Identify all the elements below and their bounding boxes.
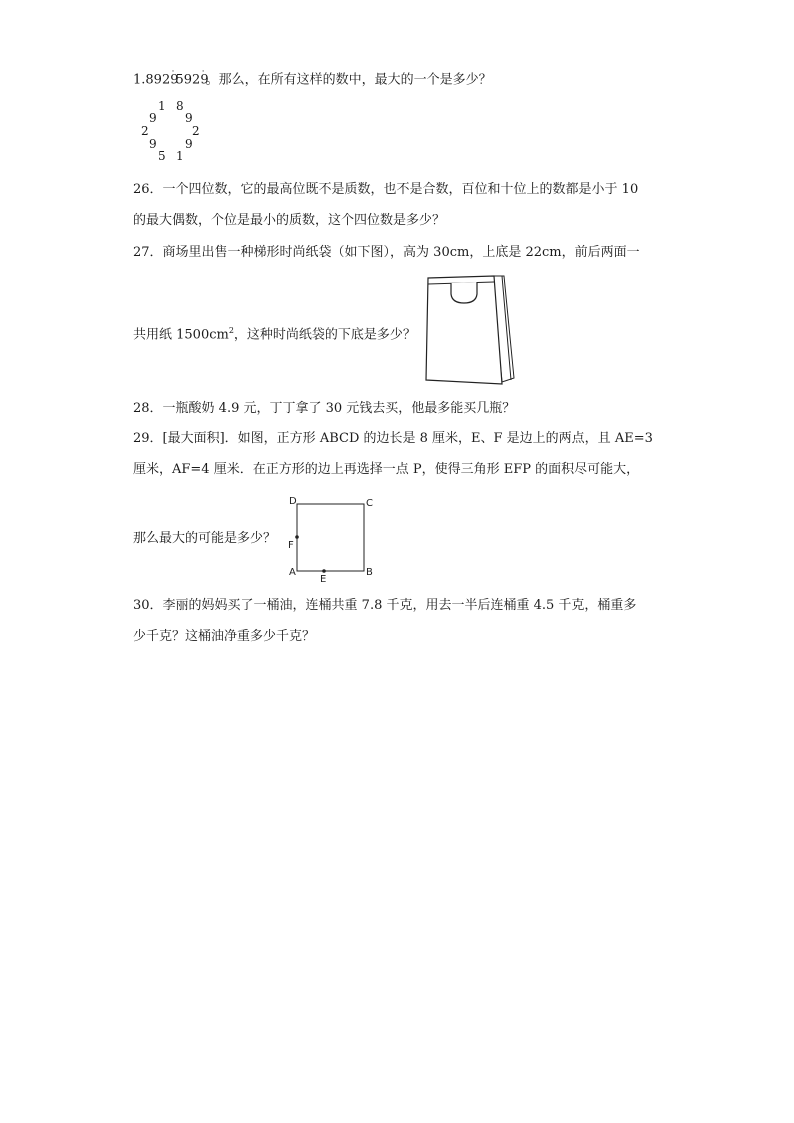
label-d: D — [289, 496, 297, 507]
bag-handle-cutout — [451, 282, 477, 303]
digit-bottom-right: 1 — [176, 149, 184, 163]
digit-bottom-left: 5 — [158, 149, 166, 163]
q29-line1: 29．[最大面积]．如图，正方形 ABCD 的边长是 8 厘米，E、F 是边上的两点，且 AE=3 — [133, 431, 653, 446]
q27-line2-a: 共用纸 1500cm — [133, 327, 229, 343]
label-b: B — [366, 567, 373, 578]
q25-text: 。那么，在所有这样的数中，最大的一个是多少？ — [205, 72, 492, 88]
q25-middle: 5929 — [175, 72, 209, 88]
point-f-dot — [295, 535, 299, 539]
label-f: F — [288, 540, 294, 551]
square-abcd-figure — [285, 494, 380, 584]
q25-prefix: 1.8929 — [133, 72, 179, 88]
square-abcd — [297, 504, 364, 571]
digit-top-left: 1 — [158, 99, 166, 113]
q26-line1: 26．一个四位数，它的最高位既不是质数，也不是合数，百位和十位上的数都是小于 10 — [133, 182, 639, 197]
q26-line2: 的最大偶数，个位是最小的质数，这个四位数是多少？ — [133, 213, 446, 228]
q28-line1: 28．一瓶酸奶 4.9 元，丁丁拿了 30 元钱去买，他最多能买几瓶？ — [133, 401, 516, 416]
digit-lower-left: 9 — [149, 137, 157, 151]
q27-line2 — [133, 322, 416, 344]
digit-lower-right: 9 — [185, 137, 193, 151]
q27-line1: 27．商场里出售一种梯形时尚纸袋（如下图），高为 30cm，上底是 22cm，前后两面一 — [133, 245, 640, 260]
q25-tail-line — [133, 67, 492, 89]
q29-line3: 那么最大的可能是多少？ — [133, 531, 277, 546]
digit-mid-left: 2 — [141, 124, 149, 138]
q27-line2-b: ，这种时尚纸袋的下底是多少？ — [233, 327, 416, 343]
digit-upper-right: 9 — [185, 111, 193, 125]
point-e-dot — [322, 569, 326, 573]
digit-mid-right: 2 — [192, 124, 200, 138]
label-e: E — [320, 574, 327, 585]
q30-line1: 30．李丽的妈妈买了一桶油，连桶共重 7.8 千克，用去一半后连桶重 4.5 千克，桶重多 — [133, 598, 637, 613]
q27-line2-sup: 2 — [228, 326, 234, 335]
q30-line2: 少千克？这桶油净重多少千克？ — [133, 629, 316, 644]
paper-bag-figure — [424, 274, 518, 388]
q29-line2: 厘米，AF=4 厘米．在正方形的边上再选择一点 P，使得三角形 EFP 的面积尽可能大， — [133, 462, 640, 477]
label-c: C — [366, 498, 373, 509]
label-a: A — [289, 567, 296, 578]
digit-upper-left: 9 — [149, 111, 157, 125]
digit-top-right: 8 — [176, 99, 184, 113]
